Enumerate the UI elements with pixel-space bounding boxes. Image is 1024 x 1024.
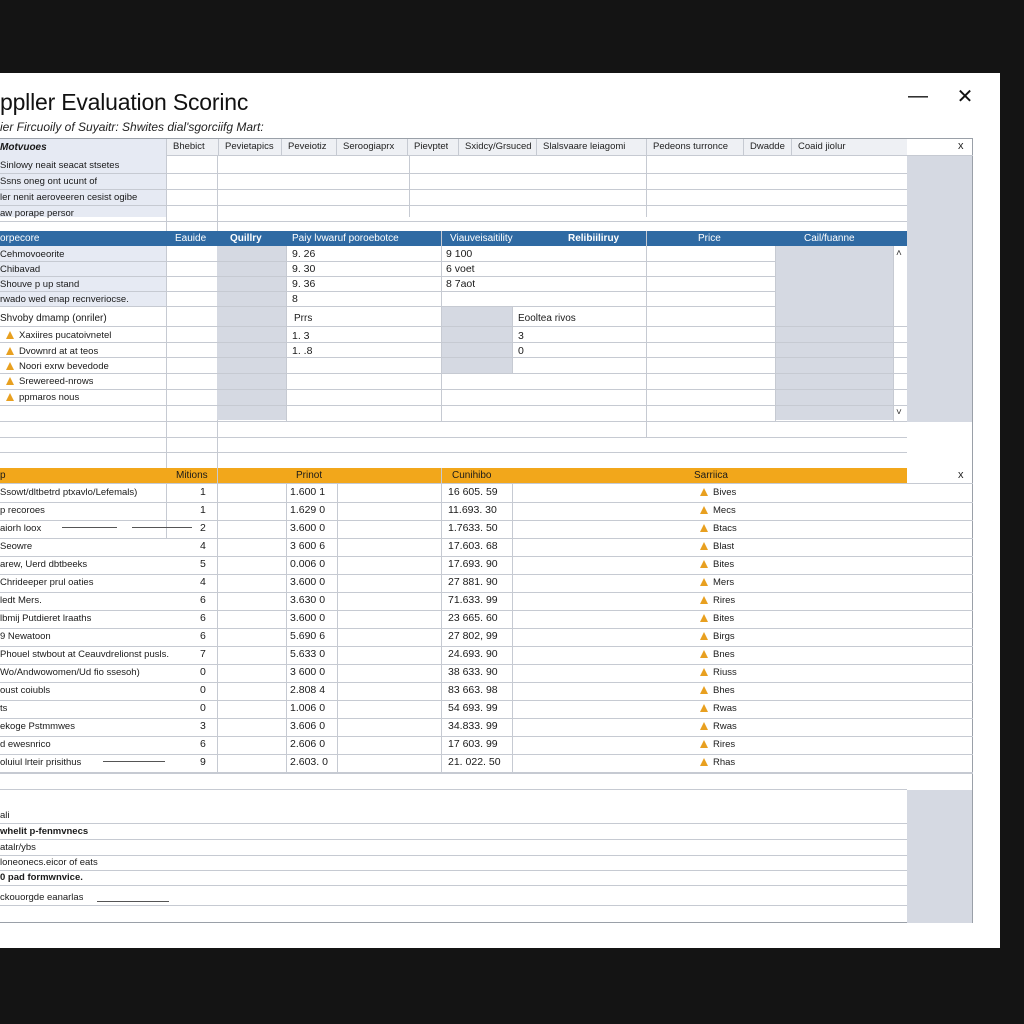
supplier-row-milestones: 2 xyxy=(200,522,206,534)
performance-value: 9. 36 xyxy=(292,278,316,290)
status-label: Rires xyxy=(713,739,736,750)
cost-block xyxy=(775,246,893,420)
supplier-row-price: 1.006 0 xyxy=(290,702,326,714)
grid-line xyxy=(218,139,219,155)
supplier-row-milestones: 0 xyxy=(200,666,206,678)
supplier-row-milestones: 6 xyxy=(200,612,206,624)
supplier-row-milestones: 3 xyxy=(200,720,206,732)
status-label: Bites xyxy=(713,613,735,624)
grid-line xyxy=(409,155,410,217)
supplier-row-cost: 54 693. 99 xyxy=(448,702,498,714)
orange-header-col[interactable]: Prinot xyxy=(296,470,323,481)
warning-cone-icon xyxy=(700,722,708,730)
blue-header-col[interactable]: Paiy lvwaruf poroebotce xyxy=(292,233,399,244)
supplier-row-cost: 21. 022. 50 xyxy=(448,756,501,768)
supplier-row-milestones: 0 xyxy=(200,684,206,696)
grid-line xyxy=(0,452,907,453)
blue-item-row xyxy=(6,359,109,374)
orange-header-col[interactable]: Sarriicа xyxy=(694,470,728,481)
bottom-row: whelit p-fenmvnecs xyxy=(0,826,89,837)
grid-line xyxy=(407,139,408,155)
blue-item-label: Dvownrd at at teos xyxy=(19,346,99,357)
supplier-row-cost: 17.603. 68 xyxy=(448,540,498,552)
blue-header-col[interactable]: Price xyxy=(698,233,721,244)
supplier-row-name[interactable]: 9 Newatoon xyxy=(0,631,51,642)
status-label: Rwas xyxy=(713,703,737,714)
grid-line xyxy=(0,405,907,406)
status-label: Riuss xyxy=(713,667,737,678)
grid-line xyxy=(646,231,647,437)
grid-line xyxy=(743,139,744,155)
bottom-row: ckouorgde eanarlas xyxy=(0,892,84,903)
top-section-row: aw porape persor xyxy=(0,208,74,219)
availability-value: 9 100 xyxy=(446,248,473,260)
supplier-row-status xyxy=(700,575,734,590)
supplier-row-cost: 83 663. 98 xyxy=(448,684,498,696)
eooltea-value: 3 xyxy=(518,330,524,342)
bottom-row: atalr/ybs xyxy=(0,842,36,853)
status-label: Blast xyxy=(713,541,735,552)
top-header-col[interactable]: Dwadde xyxy=(750,141,785,152)
blue-header-col[interactable]: Viauveisaitility xyxy=(450,233,513,244)
supplier-row-milestones: 1 xyxy=(200,504,206,516)
supplier-row-name[interactable]: lbmij Putdieret lraaths xyxy=(0,613,92,624)
blue-header-col[interactable]: Relibiiliruy xyxy=(568,233,620,244)
warning-cone-icon xyxy=(6,347,14,355)
grid-line xyxy=(0,870,907,871)
warning-cone-icon xyxy=(700,632,708,640)
top-header-col[interactable]: Pievptet xyxy=(414,141,449,152)
supplier-row-cost: 17.693. 90 xyxy=(448,558,498,570)
status-label: Birgs xyxy=(713,631,735,642)
grid-line xyxy=(0,483,973,484)
supplier-row-status xyxy=(700,611,734,626)
blue-left-row: Shouve p up stand xyxy=(0,279,80,290)
grid-line xyxy=(646,139,647,155)
orange-header-col[interactable]: Mitions xyxy=(176,470,208,481)
prs-value: 1. .8 xyxy=(292,345,313,357)
supplier-row-status xyxy=(700,755,735,770)
warning-cone-icon xyxy=(700,560,708,568)
grid-line xyxy=(0,276,775,277)
supplier-row-price: 3.600 0 xyxy=(290,612,326,624)
supplier-row-status xyxy=(700,647,735,662)
input-underline[interactable] xyxy=(103,761,165,762)
scroll-up-icon[interactable]: ˄ xyxy=(896,248,902,259)
warning-cone-icon xyxy=(700,668,708,676)
grid-line xyxy=(0,326,907,327)
top-header-col[interactable]: Pedeons turronce xyxy=(653,141,728,152)
mid-block xyxy=(441,307,512,373)
top-section-row: ler nenit aeroveeren cesist ogibe xyxy=(0,192,138,203)
grid-line xyxy=(441,231,442,421)
orange-close-button[interactable]: x xyxy=(958,469,964,481)
supplier-row-status xyxy=(700,719,737,734)
status-label: Btacs xyxy=(713,523,737,534)
status-label: Mers xyxy=(713,577,735,588)
supplier-row-cost: 24.693. 90 xyxy=(448,648,498,660)
grid-line xyxy=(0,291,775,292)
prs-label: Prrs xyxy=(294,313,313,324)
supplier-row-name[interactable]: ledt Mers. xyxy=(0,595,42,606)
supplier-row-cost: 1.7633. 50 xyxy=(448,522,498,534)
grid-line xyxy=(0,855,907,856)
grid-line xyxy=(0,373,907,374)
top-section-row: Sinlowy neait seacat stsetes xyxy=(0,160,120,171)
blue-sub-label: Shvoby dmamp (onriler) xyxy=(0,313,107,324)
grid-line xyxy=(0,389,907,390)
top-header-col[interactable]: Seroogiaprx xyxy=(343,141,395,152)
grid-line xyxy=(0,261,775,262)
grid-line xyxy=(0,885,907,886)
grid-line xyxy=(0,421,907,422)
grid-line xyxy=(281,139,282,155)
status-label: Rwas xyxy=(713,721,737,732)
grid-line xyxy=(286,483,287,773)
supplier-row-cost: 11.693. 30 xyxy=(448,504,497,516)
warning-cone-icon xyxy=(700,686,708,694)
warning-cone-icon xyxy=(700,506,708,514)
supplier-row-status xyxy=(700,701,737,716)
supplier-row-name[interactable]: arew, Uerd dbtbeeks xyxy=(0,559,88,570)
supplier-row-milestones: 1 xyxy=(200,486,206,498)
grid-line xyxy=(775,246,776,421)
warning-cone-icon xyxy=(700,740,708,748)
grid-line xyxy=(512,307,513,373)
supplier-row-cost: 27 802, 99 xyxy=(448,630,498,642)
supplier-row-milestones: 4 xyxy=(200,576,206,588)
supplier-row-price: 1.629 0 xyxy=(290,504,326,516)
supplier-row-price: 3 600 0 xyxy=(290,666,326,678)
grid-line xyxy=(0,823,907,824)
blue-header-col[interactable]: Eauide xyxy=(175,233,207,244)
supplier-row-name[interactable]: p recoroes xyxy=(0,505,45,516)
status-label: Bives xyxy=(713,487,737,498)
supplier-row-cost: 71.633. 99 xyxy=(448,594,498,606)
supplier-row-status xyxy=(700,485,736,500)
supplier-row-milestones: 6 xyxy=(200,594,206,606)
supplier-row-milestones: 4 xyxy=(200,540,206,552)
warning-cone-icon xyxy=(6,362,14,370)
grid-line xyxy=(0,205,907,206)
supplier-row-price: 3 600 6 xyxy=(290,540,326,552)
eooltea-value: 0 xyxy=(518,345,524,357)
supplier-row-cost: 38 633. 90 xyxy=(448,666,498,678)
supplier-row-status xyxy=(700,593,735,608)
supplier-row-price: 0.006 0 xyxy=(290,558,326,570)
top-section-header: Motvuoes xyxy=(0,142,47,153)
blue-left-row: Cehmovoeorite xyxy=(0,249,65,260)
grid-line xyxy=(336,139,337,155)
side-rail xyxy=(907,790,972,923)
bottom-row: ali xyxy=(0,810,10,821)
bottom-row: 0 pad formwnvice. xyxy=(0,872,83,883)
grid-line xyxy=(0,342,907,343)
blue-item-label: Noori exrw bevedode xyxy=(19,361,109,372)
top-header-col[interactable]: Peveiotiz xyxy=(288,141,327,152)
supplier-row-milestones: 0 xyxy=(200,702,206,714)
status-label: Bhes xyxy=(713,685,735,696)
grid-line xyxy=(0,306,775,307)
supplier-row-status xyxy=(700,683,735,698)
warning-cone-icon xyxy=(700,704,708,712)
top-header-col[interactable]: Slalsvaare leiagomi xyxy=(543,141,626,152)
input-underline[interactable] xyxy=(97,901,169,902)
status-label: Mecs xyxy=(713,505,736,516)
performance-value: 9. 30 xyxy=(292,263,316,275)
grid-line xyxy=(0,789,907,790)
grid-line xyxy=(0,173,907,174)
warning-cone-icon xyxy=(6,377,14,385)
blue-item-row xyxy=(6,390,79,405)
grid-line xyxy=(286,246,287,421)
blue-item-label: Srewereed-nrows xyxy=(19,376,94,387)
orange-header-col[interactable]: Cunihibo xyxy=(452,470,492,481)
supplier-row-name[interactable]: oust coiubls xyxy=(0,685,51,696)
supplier-row-cost: 34.833. 99 xyxy=(448,720,498,732)
bottom-row: loneonecs.eicor of eats xyxy=(0,857,98,868)
quality-block xyxy=(217,246,286,420)
blue-header-col[interactable]: orpecore xyxy=(0,233,40,244)
supplier-row-cost: 23 665. 60 xyxy=(448,612,498,624)
grid-line xyxy=(791,139,792,155)
supplier-row-name[interactable]: ekoge Pstmmwes xyxy=(0,721,75,732)
top-header-col[interactable]: Sxidcy/Grsuced xyxy=(465,141,532,152)
supplier-row-status xyxy=(700,539,734,554)
supplier-row-price: 2.808 4 xyxy=(290,684,326,696)
warning-cone-icon xyxy=(700,524,708,532)
grid-line xyxy=(646,155,647,217)
supplier-row-milestones: 6 xyxy=(200,630,206,642)
performance-value: 9. 26 xyxy=(292,248,316,260)
availability-value: 8 7aot xyxy=(446,278,476,290)
warning-cone-icon xyxy=(700,758,708,766)
supplier-row-name[interactable]: oluiul lrteir prisithus xyxy=(0,757,82,768)
top-header-col[interactable]: Pevietapics xyxy=(225,141,274,152)
side-rail xyxy=(907,156,972,422)
grid-line xyxy=(441,468,442,773)
supplier-row-status xyxy=(700,629,735,644)
status-label: Bites xyxy=(713,559,735,570)
blue-left-row: rwado wed enap recnveriocse. xyxy=(0,294,129,305)
blue-item-row xyxy=(6,328,111,343)
blue-header-col[interactable]: Cail/fuanne xyxy=(804,233,855,244)
supplier-row-status xyxy=(700,665,737,680)
grid-line xyxy=(0,905,907,906)
supplier-row-price: 2.606 0 xyxy=(290,738,326,750)
supplier-row-cost: 17 603. 99 xyxy=(448,738,498,750)
warning-cone-icon xyxy=(6,393,14,401)
supplier-row-milestones: 5 xyxy=(200,558,206,570)
supplier-row-status xyxy=(700,521,737,536)
supplier-row-name[interactable]: aiorh loox xyxy=(0,523,42,534)
warning-cone-icon xyxy=(700,614,708,622)
evaluation-grid xyxy=(0,138,973,923)
grid-line xyxy=(337,483,338,773)
warning-cone-icon xyxy=(700,596,708,604)
prs-value: 1. 3 xyxy=(292,330,310,342)
performance-value: 8 xyxy=(292,293,298,305)
grid-line xyxy=(536,139,537,155)
grid-line xyxy=(0,773,973,774)
blue-item-label: Xaxiires pucatoivnetel xyxy=(19,330,112,341)
page-title: ppller Evaluation Scorinc xyxy=(0,89,249,115)
supplier-row-name[interactable]: Wo/Andwowomen/Ud fio ssesoh) xyxy=(0,667,140,678)
grid-line xyxy=(0,437,907,438)
warning-cone-icon xyxy=(700,578,708,586)
supplier-row-name[interactable]: d ewesnrico xyxy=(0,739,51,750)
status-label: Rhas xyxy=(713,757,736,768)
supplier-row-status xyxy=(700,737,735,752)
grid-line xyxy=(893,246,894,421)
grid-line xyxy=(0,357,907,358)
availability-value: 6 voet xyxy=(446,263,475,275)
supplier-row-cost: 16 605. 59 xyxy=(448,486,498,498)
status-label: Rires xyxy=(713,595,736,606)
blue-header-col[interactable]: Quillry xyxy=(230,233,262,244)
minimize-icon[interactable]: — xyxy=(908,84,928,107)
supplier-row-name[interactable]: Seowre xyxy=(0,541,33,552)
supplier-row-price: 1.600 1 xyxy=(290,486,326,498)
warning-cone-icon xyxy=(700,650,708,658)
supplier-row-milestones: 9 xyxy=(200,756,206,768)
top-close-button[interactable]: x xyxy=(958,140,964,152)
supplier-row-name[interactable]: Ssowt/dltbetrd ptxavlo/Lefemals) xyxy=(0,487,138,498)
page-subtitle: ier Fircuoily of Suyaitr: Shwites dial'sgorciifg Mart: xyxy=(0,120,264,134)
grid-line xyxy=(217,468,218,773)
warning-cone-icon xyxy=(700,542,708,550)
supplier-row-name[interactable]: Phouel stwbout at Ceauvdrelionst pusls. xyxy=(0,649,169,660)
blue-left-row: Chibavad xyxy=(0,264,41,275)
orange-header-col[interactable]: p xyxy=(0,470,6,481)
input-underline[interactable] xyxy=(62,527,117,528)
input-underline[interactable] xyxy=(132,527,192,528)
top-header-col[interactable]: Bhebict xyxy=(173,141,205,152)
status-label: Bnes xyxy=(713,649,735,660)
supplier-row-price: 5.633 0 xyxy=(290,648,326,660)
supplier-row-cost: 27 881. 90 xyxy=(448,576,498,588)
supplier-row-price: 5.690 6 xyxy=(290,630,326,642)
supplier-row-milestones: 6 xyxy=(200,738,206,750)
close-icon[interactable]: ✕ xyxy=(956,85,974,108)
blue-item-label: ppmaros nous xyxy=(19,392,80,403)
supplier-row-price: 3.630 0 xyxy=(290,594,326,606)
supplier-row-milestones: 7 xyxy=(200,648,206,660)
blue-item-row xyxy=(6,374,93,389)
top-header-col[interactable]: Coaid jiolur xyxy=(798,141,846,152)
supplier-row-status xyxy=(700,503,736,518)
warning-cone-icon xyxy=(6,331,14,339)
supplier-row-price: 3.606 0 xyxy=(290,720,326,732)
grid-line xyxy=(0,221,907,222)
top-section-row: Ssns oneg ont ucunt of xyxy=(0,176,98,187)
eooltea-label: Eooltea rivos xyxy=(518,313,576,324)
supplier-evaluation-window xyxy=(0,73,1000,948)
grid-line xyxy=(0,839,907,840)
supplier-row-name[interactable]: Chrideeper prul oaties xyxy=(0,577,94,588)
supplier-row-price: 3.600 0 xyxy=(290,576,326,588)
supplier-row-price: 2.603. 0 xyxy=(290,756,328,768)
scroll-down-icon[interactable]: ˅ xyxy=(896,407,902,418)
supplier-row-name[interactable]: ts xyxy=(0,703,8,714)
grid-line xyxy=(512,483,513,773)
grid-line xyxy=(458,139,459,155)
warning-cone-icon xyxy=(700,488,708,496)
supplier-row-price: 3.600 0 xyxy=(290,522,326,534)
supplier-row-status xyxy=(700,557,734,572)
